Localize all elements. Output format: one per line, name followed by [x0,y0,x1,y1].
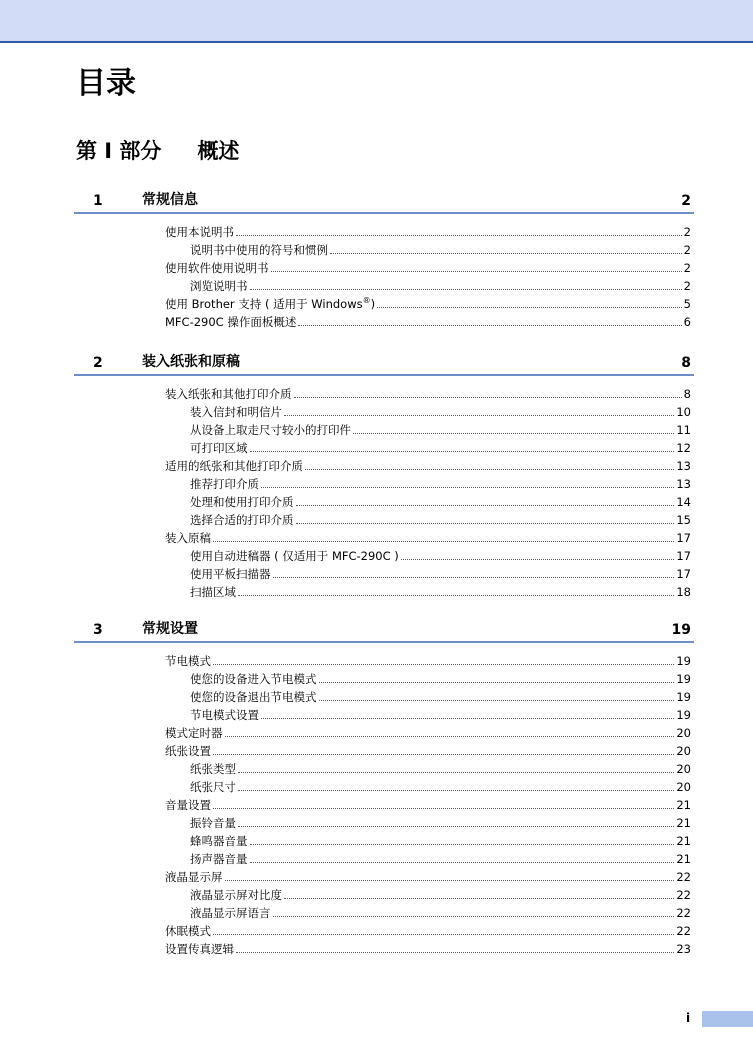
toc-entry-title [165,798,213,812]
dot-leader [250,844,675,845]
toc-entry-text: 使您的设备退出节电模式 [190,690,317,704]
chapter-title: 常规设置 [142,621,198,637]
toc-entry-page: 5 [683,297,691,311]
toc-entry[interactable] [190,239,691,257]
toc-entry-title [190,762,238,776]
dot-leader [294,397,682,398]
toc-entry-text: 设置传真逻辑 [165,942,234,956]
toc-entry-title [165,942,236,956]
toc-entry-text: 扬声器音量 [190,852,248,866]
toc-entry-title [190,888,284,902]
dot-leader [213,541,674,542]
toc-entry-page: 20 [676,744,691,758]
toc-entry-text: 使用本说明书 [165,225,234,239]
dot-leader [236,952,674,953]
dot-leader [250,862,675,863]
dot-leader [213,754,674,755]
toc-entry[interactable] [165,311,691,329]
toc-entry-page: 2 [683,225,691,239]
dot-leader [296,505,675,506]
toc-entry-text: 说明书中使用的符号和惯例 [190,243,328,257]
toc-entry-title [190,549,401,563]
toc-entry-page: 19 [676,708,691,722]
toc-entry-page: 19 [676,654,691,668]
toc-entry[interactable] [190,401,691,419]
dot-leader [330,253,682,254]
toc-entry-title [165,459,305,473]
toc-entry-page: 17 [676,531,691,545]
toc-entry-title [165,654,213,668]
toc-entry[interactable] [190,581,691,599]
toc-entry-page: 21 [676,852,691,866]
toc-entry-title [190,708,261,722]
toc-entry[interactable] [190,848,691,866]
dot-leader [401,559,675,560]
toc-entry-title [190,243,330,257]
toc-entry-page: 20 [676,762,691,776]
toc-entry[interactable] [165,650,691,668]
toc-entry-title [190,585,238,599]
toc-entry-text: 使您的设备进入节电模式 [190,672,317,686]
toc-entry[interactable] [165,938,691,956]
toc-entry[interactable] [190,419,691,437]
toc-entry-text: 液晶显示屏 [165,870,223,884]
toc-entry-text: 使用自动进稿器 ( 仅适用于 MFC-290C ) [190,549,399,563]
toc-entry[interactable] [165,794,691,812]
dot-leader [296,523,675,524]
toc-entry[interactable] [190,275,691,293]
toc-entry-text: 装入纸张和其他打印介质 [165,387,292,401]
part-name: 概述 [197,139,240,163]
toc-entry-page: 22 [676,870,691,884]
dot-leader [261,487,674,488]
toc-entry-page: 10 [676,405,691,419]
dot-leader [377,307,682,308]
toc-entry-page: 6 [683,315,691,329]
toc-entry-text: 音量设置 [165,798,211,812]
dot-leader [319,682,675,683]
toc-entry-text: 装入原稿 [165,531,211,545]
toc-entry-title [190,441,250,455]
toc-entry-title [165,726,225,740]
chapter-heading[interactable] [74,187,694,214]
toc-entry-title [190,834,250,848]
dot-leader [284,898,674,899]
toc-entry-page: 2 [683,261,691,275]
toc-entry[interactable] [165,920,691,938]
toc-entry-text: 处理和使用打印介质 [190,495,294,509]
dot-leader [273,916,675,917]
page-tab [702,1011,753,1027]
toc-entry-title [165,261,271,275]
dot-leader [238,595,674,596]
dot-leader [225,880,675,881]
dot-leader [305,469,674,470]
dot-leader [238,772,674,773]
dot-leader [213,664,674,665]
chapter-title: 装入纸张和原稿 [142,354,240,370]
dot-leader [238,790,674,791]
dot-leader [271,271,682,272]
toc-entry-page: 21 [676,798,691,812]
toc-entry-text: 纸张类型 [190,762,236,776]
toc-entry-page: 19 [676,672,691,686]
toc-entry-text: 使用 Brother 支持 ( 适用于 Windows [165,297,363,311]
toc-entry-page: 22 [676,906,691,920]
toc-entry-text: 装入信封和明信片 [190,405,282,419]
dot-leader [236,235,682,236]
toc-entry-title [190,477,261,491]
dot-leader [225,736,675,737]
toc-entry-title [165,744,213,758]
toc-entry-text: 推荐打印介质 [190,477,259,491]
toc-entry[interactable] [165,455,691,473]
chapter-page: 19 [671,622,691,638]
toc-entry-text: 可打印区域 [190,441,248,455]
toc-entry-page: 20 [676,726,691,740]
toc-entry-title [190,690,319,704]
toc-entry-text: 使用软件使用说明书 [165,261,269,275]
dot-leader [213,934,674,935]
toc-entry[interactable] [190,668,691,686]
toc-entry[interactable] [165,293,691,311]
toc-entry-title [165,387,294,401]
toc-entry-page: 11 [676,423,691,437]
toc-entry-text: 扫描区域 [190,585,236,599]
chapter-number: 1 [93,193,103,209]
toc-entry[interactable] [165,527,691,545]
toc-entry-page: 21 [676,816,691,830]
toc-entry[interactable] [190,812,691,830]
dot-leader [213,808,674,809]
toc-entry-page: 21 [676,834,691,848]
toc-entry-text: 振铃音量 [190,816,236,830]
toc-entry-page: 12 [676,441,691,455]
toc-entry-page: 13 [676,459,691,473]
toc-entry-text: 节电模式设置 [190,708,259,722]
toc-entry[interactable] [165,866,691,884]
chapter-heading[interactable] [74,349,694,376]
toc-entry-page: 17 [676,549,691,563]
toc-entry-title [190,567,273,581]
toc-entry[interactable] [165,221,691,239]
toc-entry-text: 从设备上取走尺寸较小的打印件 [190,423,351,437]
toc-entry-title [190,780,238,794]
toc-entry-title [190,816,238,830]
toc-entry[interactable] [190,758,691,776]
chapter-number: 2 [93,355,103,371]
toc-entry-page: 20 [676,780,691,794]
toc-entry-text: 纸张尺寸 [190,780,236,794]
toc-entry-text: 使用平板扫描器 [190,567,271,581]
toc-entry-text: 适用的纸张和其他打印介质 [165,459,303,473]
toc-entry-title [165,870,225,884]
toc-entry-page: 2 [683,279,691,293]
toc-entry-title [190,672,319,686]
toc-entry[interactable] [190,563,691,581]
dot-leader [353,433,674,434]
toc-entry-title [190,906,273,920]
page-number: i [686,1011,691,1025]
toc-entry-title [190,279,250,293]
dot-leader [284,415,674,416]
toc-entry-text: 浏览说明书 [190,279,248,293]
toc-entry-page: 18 [676,585,691,599]
toc-entry-page: 22 [676,888,691,902]
toc-entry[interactable] [190,509,691,527]
toc-entry[interactable] [190,473,691,491]
toc-entry-page: 15 [676,513,691,527]
toc-entry-title [165,924,213,938]
toc-entry-page: 2 [683,243,691,257]
part-heading [76,136,239,166]
toc-entry-page: 8 [683,387,691,401]
dot-leader [261,718,674,719]
toc-entry-title [190,495,296,509]
toc-entry[interactable] [165,722,691,740]
toc-entry-suffix: ) [370,297,376,311]
toc-entry-page: 17 [676,567,691,581]
registered-mark: ® [362,296,371,306]
toc-entry[interactable] [190,437,691,455]
dot-leader [298,325,681,326]
toc-entry-text: 节电模式 [165,654,211,668]
toc-entry-title [190,852,250,866]
toc-entry-title [165,315,298,329]
toc-entry[interactable] [190,491,691,509]
dot-leader [273,577,675,578]
toc-entry[interactable] [165,383,691,401]
toc-entry[interactable] [165,257,691,275]
dot-leader [250,289,682,290]
toc-entry[interactable] [190,545,691,563]
toc-entry-page: 22 [676,924,691,938]
chapter-page: 8 [681,355,691,371]
chapter-heading[interactable] [74,616,694,643]
toc-entry-text: MFC-290C 操作面板概述 [165,315,297,329]
toc-entry-page: 13 [676,477,691,491]
toc-entry[interactable] [190,902,691,920]
toc-entry-text: 模式定时器 [165,726,223,740]
toc-entry[interactable] [190,776,691,794]
toc-entry-title [165,531,213,545]
toc-entry-title [190,405,284,419]
page-title: 目录 [76,66,136,101]
toc-entry-page: 19 [676,690,691,704]
header-band [0,0,753,43]
dot-leader [238,826,674,827]
toc-entry-page: 14 [676,495,691,509]
toc-entry[interactable] [190,686,691,704]
dot-leader [250,451,675,452]
toc-entry-text: 纸张设置 [165,744,211,758]
chapter-page: 2 [681,193,691,209]
toc-entry-title [190,513,296,527]
toc-entry-text: 液晶显示屏对比度 [190,888,282,902]
toc-entry[interactable] [165,740,691,758]
chapter-number: 3 [93,622,103,638]
toc-entry-text: 选择合适的打印介质 [190,513,294,527]
toc-entry[interactable] [190,884,691,902]
toc-entry-title [190,423,353,437]
toc-entry[interactable] [190,830,691,848]
toc-entry-text: 液晶显示屏语言 [190,906,271,920]
toc-entry-title [165,297,377,311]
toc-entry-text: 休眠模式 [165,924,211,938]
toc-entry-title [165,225,236,239]
toc-entry-text: 蜂鸣器音量 [190,834,248,848]
toc-entry[interactable] [190,704,691,722]
toc-entry-page: 23 [676,942,691,956]
dot-leader [319,700,675,701]
part-label: 第 I 部分 [76,139,162,163]
chapter-title: 常规信息 [142,192,198,208]
